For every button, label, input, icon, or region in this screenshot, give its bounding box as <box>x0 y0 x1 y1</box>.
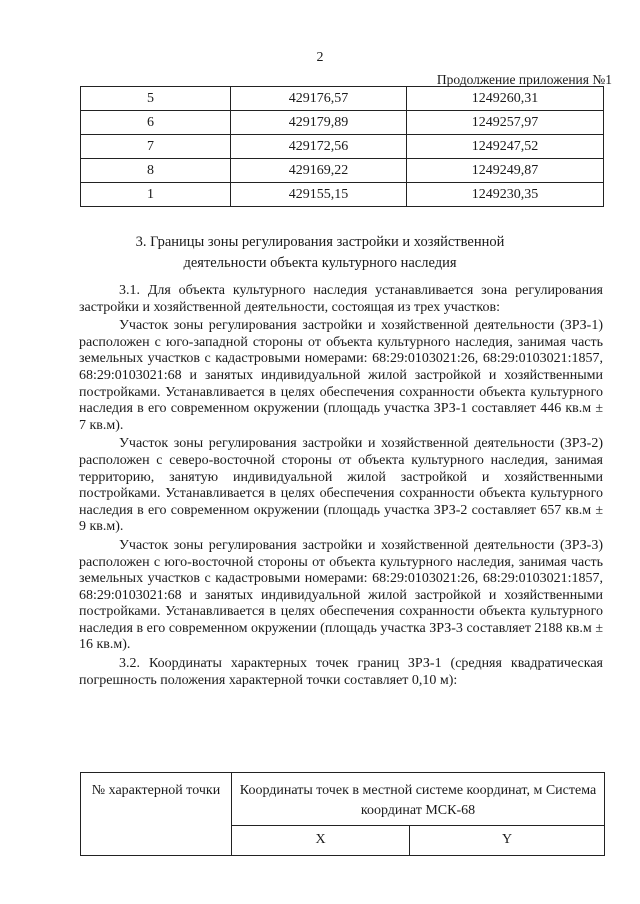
coord-y: 1249247,52 <box>407 135 604 159</box>
section-heading <box>0 232 640 274</box>
x-column-header: X <box>232 826 410 856</box>
section-heading-line2: деятельности объекта культурного наследия <box>183 255 457 271</box>
coord-x: 429176,57 <box>231 87 407 111</box>
coord-x: 429155,15 <box>231 183 407 207</box>
paragraph-3-2: 3.2. Координаты характерных точек границ ЗРЗ-1 (средняя квадратическая погрешность положения характерной точки составляет 0,10 м): <box>79 656 603 688</box>
y-column-header: Y <box>410 826 605 856</box>
coordinate-table <box>80 86 604 207</box>
point-number: 5 <box>81 87 231 111</box>
body-text <box>79 283 603 691</box>
paragraph-zrz-3: Участок зоны регулирования застройки и хозяйственной деятельности (ЗРЗ-3) расположен с юго-восточной стороны от объекта культурного наследия, занимая часть земельных участков с кадастровыми номерами: 68:29:0103021:26, 68:29:0103021:1857, 68:29:0103021:68 и занятых индивидуальной жилой застройкой и хозяйственными постройками. Устанавливается в целях обеспечения сохранности объекта культурного наследия в его современном окружении (площадь участка ЗРЗ-3 составляет 2188 кв.м ± 16 кв.м). <box>79 537 603 653</box>
table-row <box>81 183 604 207</box>
coord-y: 1249257,97 <box>407 111 604 135</box>
section-heading-line1: 3. Границы зоны регулирования застройки и хозяйственной <box>135 234 505 250</box>
table-row <box>81 111 604 135</box>
coordinate-header-table <box>80 772 605 856</box>
paragraph-zrz-2: Участок зоны регулирования застройки и хозяйственной деятельности (ЗРЗ-2) расположен с северо-восточной стороны от объекта культурного наследия, занимая территорию, занятую индивидуальной жилой застройкой и хозяйственными постройками. Устанавливается в целях обеспечения сохранности объекта культурного наследия в его современном окружении (площадь участка ЗРЗ-2 составляет 657 кв.м ± 9 кв.м). <box>79 436 603 535</box>
point-number-header: № характерной точки <box>81 773 232 856</box>
coordinates-header: Координаты точек в местной системе координат, м Система координат МСК-68 <box>232 773 605 826</box>
coord-y: 1249230,35 <box>407 183 604 207</box>
coord-x: 429169,22 <box>231 159 407 183</box>
coord-y: 1249249,87 <box>407 159 604 183</box>
paragraph-3-1: 3.1. Для объекта культурного наследия устанавливается зона регулирования застройки и хозяйственной деятельности, состоящая из трех участков: <box>79 283 603 315</box>
coord-x: 429172,56 <box>231 135 407 159</box>
coord-x: 429179,89 <box>231 111 407 135</box>
table-row <box>81 159 604 183</box>
point-number: 7 <box>81 135 231 159</box>
point-number: 8 <box>81 159 231 183</box>
table-row <box>81 87 604 111</box>
coord-y: 1249260,31 <box>407 87 604 111</box>
table-header-row <box>81 773 605 826</box>
point-number: 6 <box>81 111 231 135</box>
point-number: 1 <box>81 183 231 207</box>
table-row <box>81 135 604 159</box>
page-number: 2 <box>316 50 324 65</box>
appendix-note: Продолжение приложения №1 <box>436 72 612 87</box>
paragraph-zrz-1: Участок зоны регулирования застройки и хозяйственной деятельности (ЗРЗ-1) расположен с юго-западной стороны от объекта культурного наследия, занимая часть земельных участков с кадастровыми номерами: 68:29:0103021:26, 68:29:0103021:1857, 68:29:0103021:68 и занятых индивидуальной жилой застройкой и хозяйственными постройками. Устанавливается в целях обеспечения сохранности объекта культурного наследия в его современном окружении (площадь участка ЗРЗ-1 составляет 446 кв.м ± 7 кв.м). <box>79 318 603 433</box>
